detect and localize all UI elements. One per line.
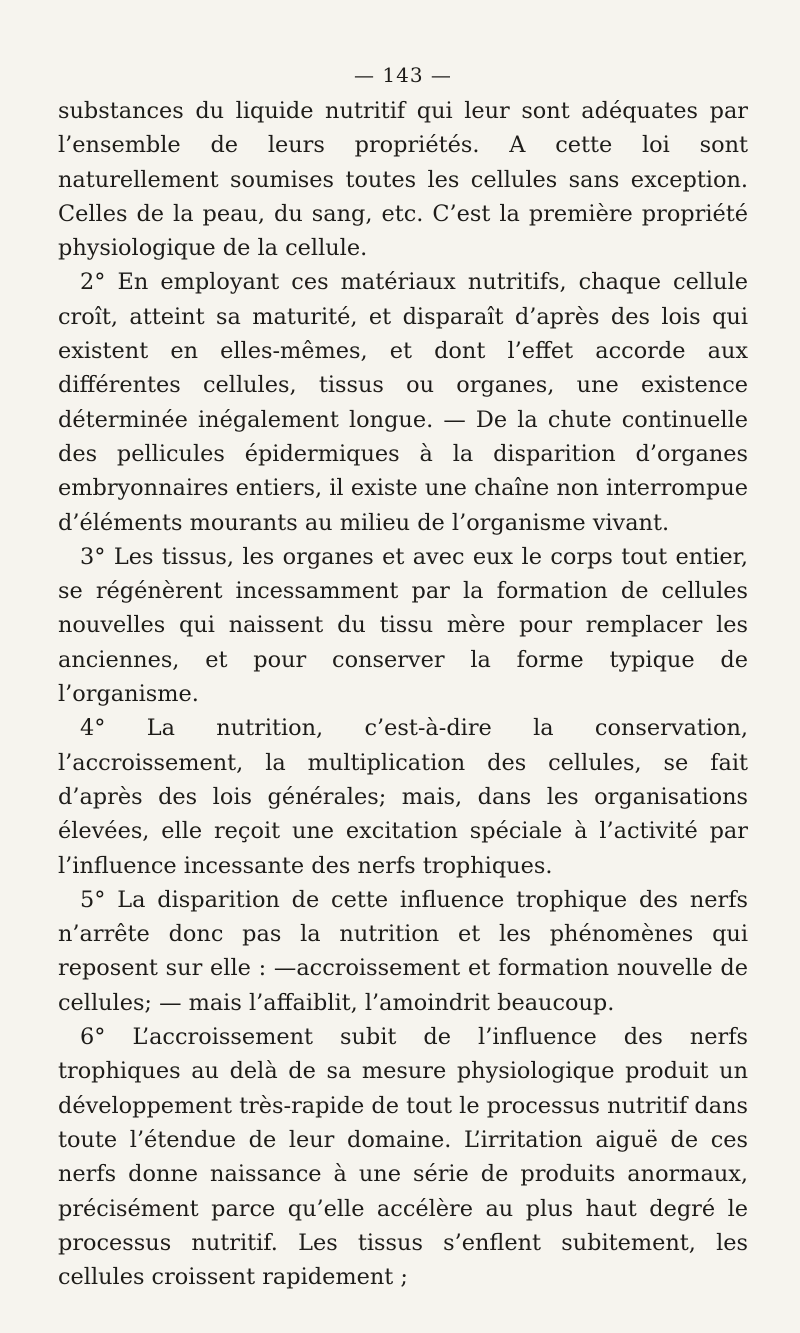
- page-number: — 143 —: [354, 63, 452, 87]
- paragraph-point-4: 4° La nutrition, c’est-à-dire la conservation, l’accroissement, la multiplication des cellules, se fait d’après des lois générales; mais, dans les organisations élevées, elle reçoit une excitation spéciale à l’activité par l’influence incessante des nerfs trophiques.: [58, 715, 748, 879]
- paragraph-point-2: 2° En employant ces matériaux nutritifs, chaque cellule croît, atteint sa maturité, et disparaît d’après des lois qui existent en elles-mêmes, et dont l’effet accorde aux différentes cellules, tissus ou organes, une existence déterminée inégalement longue. — De la chute continuelle des pellicules épidermiques à la disparition d’organes embryonnaires entiers, il existe une chaîne non interrompue d’éléments mourants au milieu de l’organisme vivant.: [58, 269, 748, 536]
- paragraph-point-5: 5° La disparition de cette influence trophique des nerfs n’arrête donc pas la nutrition et les phénomènes qui reposent sur elle : —accroissement et formation nouvelle de cellules; — mais l’affaiblit, l’amoindrit beaucoup.: [58, 886, 748, 1016]
- paragraph-continuation: substances du liquide nutritif qui leur sont adéquates par l’ensemble de leurs propriétés. A cette loi sont naturellement soumises toutes les cellules sans exception. Celles de la peau, du sang, etc. C’est la première propriété physiologique de la cellule.: [58, 98, 748, 262]
- paragraph-point-3: 3° Les tissus, les organes et avec eux le corps tout entier, se régénèrent incessamment par la formation de cellules nouvelles qui naissent du tissu mère pour remplacer les anciennes, et pour conserver la forme typique de l’organisme.: [58, 543, 748, 708]
- paragraph-point-6: 6° L’accroissement subit de l’influence des nerfs trophiques au delà de sa mesure physiologique produit un développement très-rapide de tout le processus nutritif dans toute l’étendue de leur domaine. L’irritation aiguë de ces nerfs donne naissance à une série de produits anormaux, précisément parce qu’elle accélère au plus haut degré le processus nutritif. Les tissus s’enflent subitement, les cellules croissent rapidement ;: [58, 1024, 748, 1291]
